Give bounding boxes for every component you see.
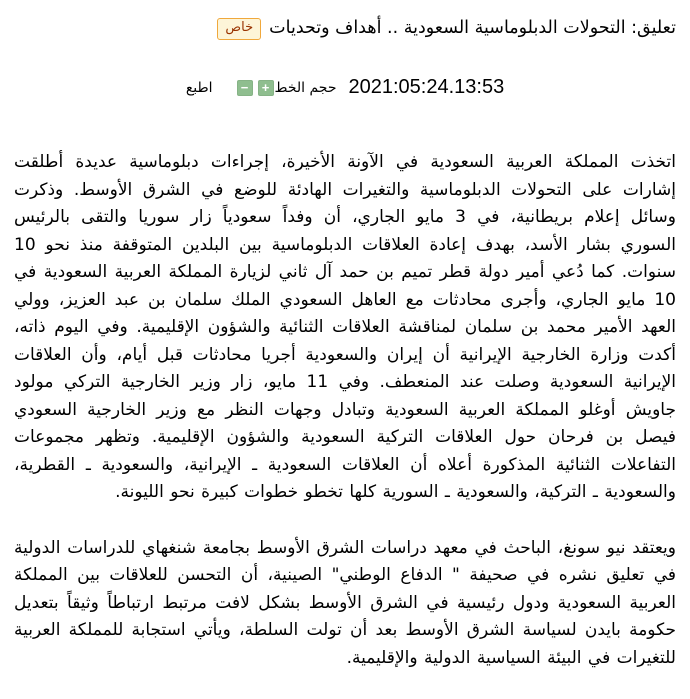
decrease-font-button[interactable]: − <box>237 80 253 96</box>
font-size-label: حجم الخط <box>274 79 337 96</box>
page-title: تعليق: التحولات الدبلوماسية السعودية .. أهداف وتحديات <box>269 18 676 38</box>
special-badge: خاص <box>217 18 261 40</box>
article-paragraph: اتخذت المملكة العربية السعودية في الآونة الأخيرة، إجراءات دبلوماسية عديدة أطلقت إشارات على التحولات الدبلوماسية والتغيرات الهادئة للوضع في الشرق الأوسط. وذكرت وسائل إعلام بريطانية، في 3 مايو الجاري، أن وفداً سعودياً زار سوريا والتقى بالرئيس السوري بشار الأسد، بهدف إعادة العلاقات الدبلوماسية بين البلدين المتوقفة منذ نحو 10 سنوات. كما دُعي أمير دولة قطر تميم بن حمد آل ثاني لزيارة المملكة العربية السعودية في 10 مايو الجاري، وأجرى محادثات مع العاهل السعودي الملك سلمان بن عبد العزيز، وولي العهد الأمير محمد بن سلمان لمناقشة العلاقات الثنائية والشؤون الإقليمية. وفي اليوم ذاته، أكدت وزارة الخارجية الإيرانية أن إيران والسعودية أجريا محادثات قبل أيام، وأن العلاقات الإيرانية السعودية وصلت عند المنعطف. وفي 11 مايو، زار وزير الخارجية التركي مولود جاويش أوغلو المملكة العربية السعودية وتبادل وجهات النظر مع وزير الخارجية السعودي فيصل بن فرحان حول العلاقات التركية السعودية والشؤون الإقليمية. وتظهر مجموعات التفاعلات الثنائية المذكورة أعلاه أن العلاقات السعودية ـ الإيرانية، والسعودية ـ القطرية، والسعودية ـ التركية، والسعودية ـ السورية كلها تخطو خطوات كبيرة نحو الليونة. <box>14 152 676 502</box>
print-button[interactable]: اطبع <box>185 79 213 96</box>
article-paragraph: ويعتقد نيو سونغ، الباحث في معهد دراسات الشرق الأوسط بجامعة شنغهاي للدراسات الدولية في تعليق نشره في صحيفة " الدفاع الوطني" الصينية، أن التحسن للعلاقات بين المملكة العربية السعودية ودول رئيسية في الشرق الأوسط بشكل لافت مرتبط ارتباطاً وثيقاً بتعديل حكومة بايدن لسياسة الشرق الأوسط بعد أن تولت السلطة، ويأتي استجابة للمملكة العربية للتغيرات في البيئة السياسية الدولية والإقليمية. <box>14 537 676 668</box>
article-header <box>14 18 676 40</box>
publish-date: 2021:05:24.13:53 <box>348 76 505 98</box>
article-toolbar <box>14 76 676 99</box>
increase-font-button[interactable]: + <box>258 80 274 96</box>
article-body <box>14 149 676 672</box>
